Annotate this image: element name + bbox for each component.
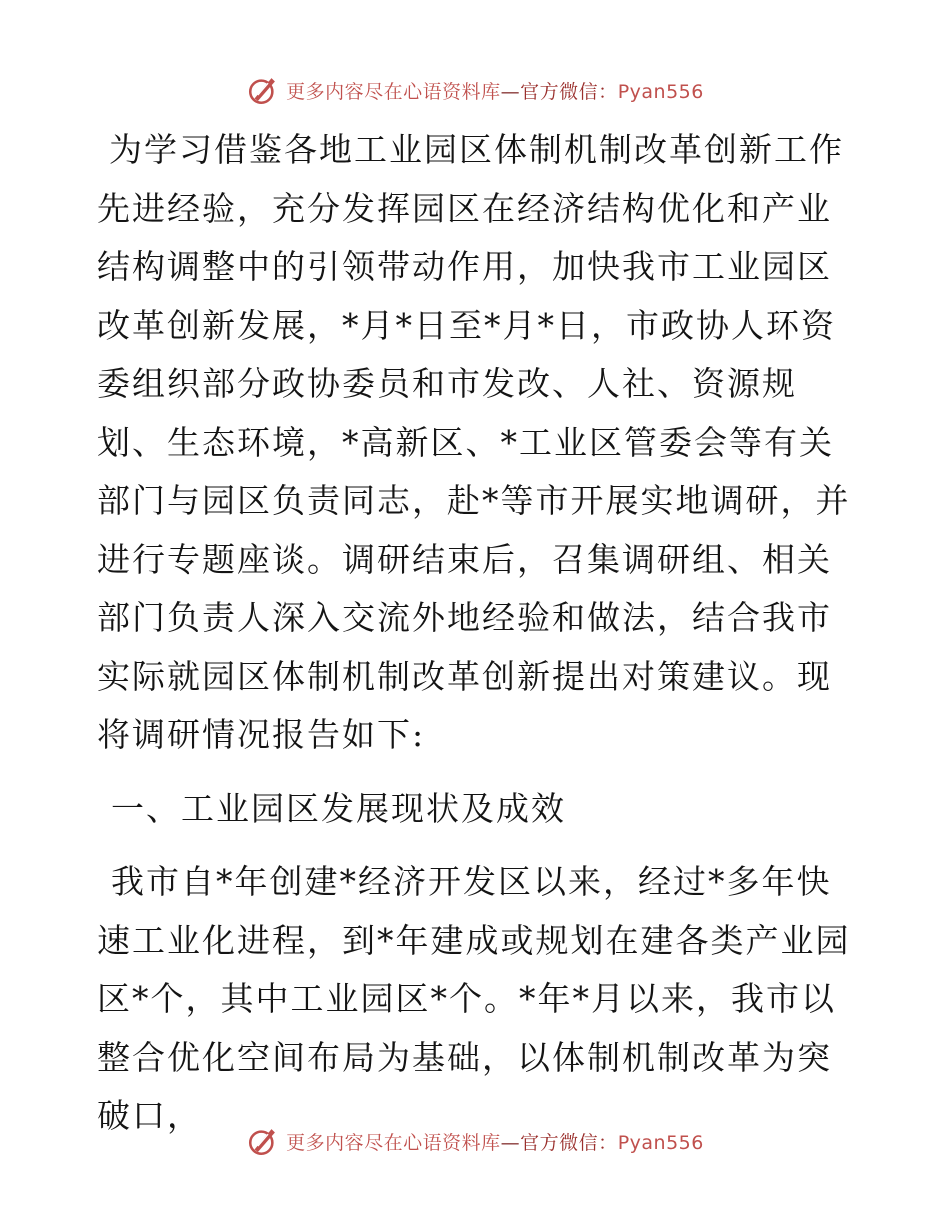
watermark-label: 官方微信：	[520, 80, 618, 103]
header-watermark	[0, 70, 950, 110]
watermark-wechat-id: Pyan556	[617, 1131, 704, 1154]
paragraph-status: 我市自*年创建*经济开发区以来，经过*多年快速工业化进程，到*年建成或规划在建各类产业园区*个，其中工业园区*个。*年*月以来，我市以整合优化空间布局为基础，以体制机制改革为突破口，	[97, 862, 851, 1135]
quill-logo-icon	[246, 1124, 280, 1158]
footer-watermark	[0, 1121, 950, 1161]
watermark-text: 更多内容尽在心语资料库	[286, 1131, 501, 1154]
watermark-text-group	[286, 1128, 704, 1155]
quill-logo-icon	[246, 73, 280, 107]
watermark-label: 官方微信：	[520, 1131, 618, 1154]
watermark-wechat-id: Pyan556	[617, 80, 704, 103]
watermark-dash: —	[500, 1131, 521, 1154]
watermark-dash: —	[500, 80, 521, 103]
section-heading-1: 一、工业园区发展现状及成效	[111, 788, 566, 828]
paragraph-intro: 为学习借鉴各地工业园区体制机制改革创新工作先进经验，充分发挥园区在经济结构优化和产业结构调整中的引领带动作用，加快我市工业园区改革创新发展，*月*日至*月*日，市政协人环资委组织部分政协委员和市发改、人社、资源规划、生态环境，*高新区、*工业区管委会等有关部门与园区负责同志，赴*等市开展实地调研，并进行专题座谈。调研结束后，召集调研组、相关部门负责人深入交流外地经验和做法，结合我市实际就园区体制机制改革创新提出对策建议。现将调研情况报告如下:	[97, 130, 851, 754]
document-body	[97, 121, 857, 1146]
watermark-text: 更多内容尽在心语资料库	[286, 80, 501, 103]
watermark-text-group	[286, 77, 704, 104]
